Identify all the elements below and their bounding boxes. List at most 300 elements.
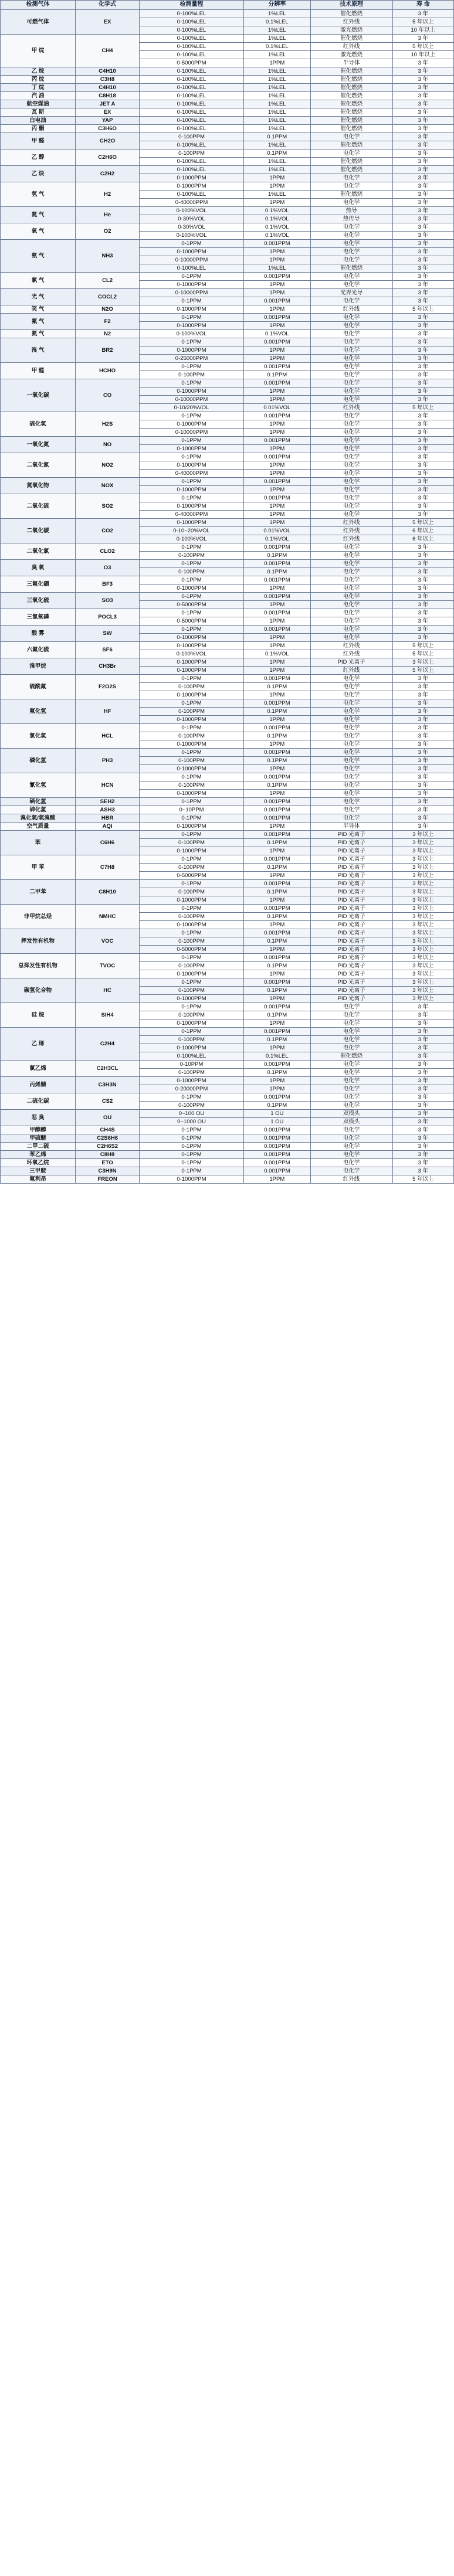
technology-cell: 催化燃烧 <box>310 76 392 84</box>
technology-cell: 电化学 <box>310 798 392 806</box>
life-cell: 3 年 <box>392 1126 453 1134</box>
technology-cell: PID 光离子 <box>310 921 392 929</box>
range-cell: 0-1PPM <box>140 609 244 617</box>
resolution-cell: 0.1PPM <box>243 1102 310 1110</box>
resolution-cell: 0.001PPM <box>243 978 310 987</box>
table-row <box>1 76 454 84</box>
range-cell: 0-1000PPM <box>140 716 244 724</box>
range-cell: 0-1000PPM <box>140 691 244 699</box>
technology-cell: PID 光离子 <box>310 896 392 905</box>
range-cell: 0-1PPM <box>140 929 244 937</box>
technology-cell: 电化学 <box>310 568 392 576</box>
technology-cell: PID 光离子 <box>310 855 392 864</box>
resolution-cell: 0.1PPM <box>243 757 310 765</box>
gas-formula-cell: H2S <box>76 412 140 437</box>
table-row <box>1 1143 454 1151</box>
resolution-cell: 0.001PPM <box>243 675 310 683</box>
range-cell: 0-1000PPM <box>140 420 244 429</box>
technology-cell: 电化学 <box>310 182 392 191</box>
resolution-cell: 0.1PPM <box>243 149 310 158</box>
table-row <box>1 1003 454 1011</box>
range-cell: 0-100%LEL <box>140 43 244 51</box>
technology-cell: 电化学 <box>310 273 392 281</box>
gas-name-cell: 氟 气 <box>1 314 76 330</box>
gas-formula-cell: CH2O <box>76 133 140 149</box>
gas-name-cell: 酸 雾 <box>1 626 76 642</box>
life-cell: 5 年以上 <box>392 18 453 26</box>
technology-cell: 电化学 <box>310 806 392 814</box>
gas-name-cell: 氮 气 <box>1 330 76 338</box>
resolution-cell: 0.1%LEL <box>243 18 310 26</box>
resolution-cell: 1%LEL <box>243 191 310 199</box>
life-cell: 3 年 <box>392 264 453 273</box>
life-cell: 3 年 <box>392 749 453 757</box>
life-cell: 3 年 <box>392 437 453 445</box>
resolution-cell: 1PPM <box>243 486 310 494</box>
gas-name-cell: 六氟化硫 <box>1 642 76 658</box>
technology-cell: 电化学 <box>310 749 392 757</box>
range-cell: 0-10/20%VOL <box>140 404 244 412</box>
technology-cell: 催化燃烧 <box>310 92 392 100</box>
technology-cell: PID 光离子 <box>310 946 392 954</box>
resolution-cell: 1PPM <box>243 584 310 593</box>
life-cell: 3 年 <box>392 141 453 149</box>
resolution-cell: 0.1PPM <box>243 732 310 740</box>
gas-formula-cell: C2S6H6 <box>76 1134 140 1143</box>
range-cell: 0-10000PPM <box>140 429 244 437</box>
technology-cell: 催化燃烧 <box>310 166 392 174</box>
life-cell: 3 年 <box>392 1028 453 1036</box>
range-cell: 0-1000PPM <box>140 921 244 929</box>
range-cell: 0-10000PPM <box>140 396 244 404</box>
range-cell: 0-1000PPM <box>140 658 244 667</box>
gas-formula-cell: C2H3CL <box>76 1061 140 1077</box>
gas-name-cell: 可燃气体 <box>1 10 76 35</box>
life-cell: 3 年 <box>392 543 453 552</box>
gas-formula-cell: TVOC <box>76 954 140 978</box>
gas-formula-cell: VOC <box>76 929 140 954</box>
gas-formula-cell: OU <box>76 1110 140 1126</box>
gas-name-cell: 白电油 <box>1 117 76 125</box>
life-cell: 3 年 <box>392 207 453 215</box>
life-cell: 3 年 <box>392 724 453 732</box>
range-cell: 0-100PPM <box>140 149 244 158</box>
life-cell: 3 年 <box>392 379 453 388</box>
table-row <box>1 560 454 568</box>
table-row <box>1 314 454 322</box>
table-row <box>1 798 454 806</box>
life-cell: 3 年 <box>392 757 453 765</box>
range-cell: 0-1000PPM <box>140 896 244 905</box>
resolution-cell: 0.1PPM <box>243 937 310 946</box>
table-row <box>1 240 454 248</box>
gas-name-cell: 光 气 <box>1 289 76 305</box>
life-cell: 3 年以上 <box>392 937 453 946</box>
range-cell: 0-1PPM <box>140 978 244 987</box>
range-cell: 0-1PPM <box>140 773 244 781</box>
life-cell: 3 年 <box>392 363 453 371</box>
technology-cell: 激光燃烧 <box>310 26 392 35</box>
life-cell: 3 年以上 <box>392 913 453 921</box>
range-cell: 0-1PPM <box>140 699 244 708</box>
resolution-cell: 1PPM <box>243 289 310 297</box>
life-cell: 3 年 <box>392 281 453 289</box>
technology-cell: PID 光离子 <box>310 864 392 872</box>
gas-name-cell: 甲醇醇 <box>1 1126 76 1134</box>
life-cell: 3 年 <box>392 223 453 232</box>
technology-cell: 电化学 <box>310 420 392 429</box>
life-cell: 3 年 <box>392 289 453 297</box>
life-cell: 3 年 <box>392 248 453 256</box>
table-row <box>1 724 454 732</box>
gas-name-cell: 硅 烷 <box>1 1003 76 1028</box>
life-cell: 3 年 <box>392 76 453 84</box>
range-cell: 0-100%LEL <box>140 51 244 59</box>
resolution-cell: 1PPM <box>243 420 310 429</box>
gas-name-cell: 甲硫醚 <box>1 1134 76 1143</box>
gas-name-cell: 溴 气 <box>1 338 76 363</box>
life-cell: 3 年 <box>392 1052 453 1061</box>
life-cell: 3 年 <box>392 84 453 92</box>
range-cell: 0-100PPM <box>140 708 244 716</box>
range-cell: 0~100 OU <box>140 1110 244 1118</box>
gas-formula-cell: C4H10 <box>76 84 140 92</box>
technology-cell: PID 光离子 <box>310 872 392 880</box>
resolution-cell: 1%LEL <box>243 84 310 92</box>
life-cell: 3 年 <box>392 1110 453 1118</box>
gas-formula-cell: BF3 <box>76 576 140 593</box>
gas-formula-cell: C8H10 <box>76 880 140 905</box>
life-cell: 3 年 <box>392 823 453 831</box>
range-cell: 0-1PPM <box>140 1134 244 1143</box>
life-cell: 3 年 <box>392 1134 453 1143</box>
life-cell: 3 年 <box>392 461 453 470</box>
col-header-range: 检测量程 <box>140 1 244 10</box>
range-cell: 0-1PPM <box>140 363 244 371</box>
resolution-cell: 1PPM <box>243 182 310 191</box>
range-cell: 0-1PPM <box>140 494 244 502</box>
table-row <box>1 92 454 100</box>
table-row <box>1 831 454 839</box>
resolution-cell: 0.1PPM <box>243 552 310 560</box>
gas-name-cell: 乙 烷 <box>1 67 76 76</box>
life-cell: 5 年以上 <box>392 519 453 527</box>
range-cell: 0-100%LEL <box>140 117 244 125</box>
technology-cell: 催化燃烧 <box>310 100 392 108</box>
technology-cell: PID 光离子 <box>310 995 392 1003</box>
gas-formula-cell: CO <box>76 379 140 412</box>
resolution-cell: 1PPM <box>243 1175 310 1184</box>
range-cell: 0-1PPM <box>140 1028 244 1036</box>
range-cell: 0-1000PPM <box>140 790 244 798</box>
life-cell: 5 年以上 <box>392 1175 453 1184</box>
technology-cell: 电化学 <box>310 174 392 182</box>
life-cell: 3 年 <box>392 568 453 576</box>
range-cell: 0-1PPM <box>140 831 244 839</box>
range-cell: 0-1PPM <box>140 1167 244 1175</box>
table-row <box>1 814 454 823</box>
gas-name-cell: 甲 烷 <box>1 35 76 67</box>
table-row <box>1 10 454 18</box>
table-row <box>1 642 454 650</box>
resolution-cell: 0.001PPM <box>243 576 310 584</box>
range-cell: 0-5000PPM <box>140 946 244 954</box>
technology-cell: 电化学 <box>310 617 392 626</box>
range-cell: 0-1000PPM <box>140 461 244 470</box>
resolution-cell: 0.001PPM <box>243 494 310 502</box>
life-cell: 3 年 <box>392 1077 453 1085</box>
gas-formula-cell: ASH3 <box>76 806 140 814</box>
gas-name-cell: 苯乙烯 <box>1 1151 76 1159</box>
range-cell: 0-100%LEL <box>140 264 244 273</box>
gas-formula-cell: N2O <box>76 305 140 314</box>
gas-name-cell: 丙烯腈 <box>1 1077 76 1093</box>
table-row <box>1 699 454 708</box>
technology-cell: PID 光离子 <box>310 929 392 937</box>
range-cell: 0-5000PPM <box>140 59 244 67</box>
technology-cell: 电化学 <box>310 133 392 141</box>
gas-formula-cell: CL2 <box>76 273 140 289</box>
technology-cell: 催化燃烧 <box>310 108 392 117</box>
gas-name-cell: 二甲苯 <box>1 880 76 905</box>
resolution-cell: 1%LEL <box>243 76 310 84</box>
life-cell: 3 年 <box>392 1151 453 1159</box>
resolution-cell: 1PPM <box>243 667 310 675</box>
technology-cell: 电化学 <box>310 543 392 552</box>
life-cell: 3 年 <box>392 256 453 264</box>
gas-name-cell: 恶 臭 <box>1 1110 76 1126</box>
gas-formula-cell: FREON <box>76 1175 140 1184</box>
technology-cell: 电化学 <box>310 445 392 453</box>
technology-cell: 电化学 <box>310 1077 392 1085</box>
range-cell: 0-1000PPM <box>140 502 244 511</box>
table-row <box>1 749 454 757</box>
resolution-cell: 1PPM <box>243 970 310 978</box>
technology-cell: 催化燃烧 <box>310 264 392 273</box>
resolution-cell: 0.1PPM <box>243 1036 310 1044</box>
technology-cell: 热导 <box>310 207 392 215</box>
range-cell: 0~1000 OU <box>140 1118 244 1126</box>
life-cell: 3 年 <box>392 297 453 305</box>
life-cell: 3 年以上 <box>392 839 453 847</box>
resolution-cell: 1PPM <box>243 765 310 773</box>
gas-formula-cell: SEH2 <box>76 798 140 806</box>
technology-cell: 红外线 <box>310 1175 392 1184</box>
range-cell: 0-30%VOL <box>140 223 244 232</box>
resolution-cell: 1PPM <box>243 658 310 667</box>
resolution-cell: 1%LEL <box>243 158 310 166</box>
life-cell: 5 年以上 <box>392 305 453 314</box>
table-row <box>1 149 454 158</box>
range-cell: 0-1PPM <box>140 1159 244 1167</box>
table-row <box>1 1134 454 1143</box>
gas-formula-cell: F2O2S <box>76 675 140 699</box>
gas-formula-cell: HCL <box>76 724 140 749</box>
gas-name-cell: 甲 醛 <box>1 363 76 379</box>
gas-formula-cell: C3H6O <box>76 125 140 133</box>
range-cell: 0-1000PPM <box>140 642 244 650</box>
life-cell: 3 年以上 <box>392 831 453 839</box>
gas-name-cell: 硒化氢 <box>1 798 76 806</box>
table-row <box>1 379 454 388</box>
range-cell: 0-100PPM <box>140 732 244 740</box>
life-cell: 3 年 <box>392 699 453 708</box>
range-cell: 0-1PPM <box>140 798 244 806</box>
life-cell: 3 年以上 <box>392 905 453 913</box>
technology-cell: 电化学 <box>310 675 392 683</box>
resolution-cell: 0.001PPM <box>243 437 310 445</box>
resolution-cell: 1%LEL <box>243 264 310 273</box>
technology-cell: 催化燃烧 <box>310 158 392 166</box>
range-cell: 0~10PPM <box>140 806 244 814</box>
life-cell: 3 年以上 <box>392 929 453 937</box>
life-cell: 3 年 <box>392 740 453 749</box>
gas-name-cell: 丙 酮 <box>1 125 76 133</box>
technology-cell: 电化学 <box>310 683 392 691</box>
table-row <box>1 823 454 831</box>
range-cell: 0-10000PPM <box>140 256 244 264</box>
gas-formula-cell: CH4S <box>76 1126 140 1134</box>
technology-cell: 电化学 <box>310 584 392 593</box>
technology-cell: 电化学 <box>310 593 392 601</box>
life-cell: 3 年 <box>392 781 453 790</box>
life-cell: 3 年 <box>392 798 453 806</box>
life-cell: 5 年以上 <box>392 43 453 51</box>
range-cell: 0-100PPM <box>140 888 244 896</box>
technology-cell: 电化学 <box>310 781 392 790</box>
range-cell: 0-1000PPM <box>140 248 244 256</box>
life-cell: 3 年 <box>392 199 453 207</box>
resolution-cell: 1PPM <box>243 511 310 519</box>
resolution-cell: 0.001PPM <box>243 1143 310 1151</box>
resolution-cell: 1%LEL <box>243 92 310 100</box>
table-row <box>1 117 454 125</box>
technology-cell: 电化学 <box>310 576 392 584</box>
resolution-cell: 0.001PPM <box>243 1028 310 1036</box>
resolution-cell: 0.001PPM <box>243 1134 310 1143</box>
table-row <box>1 363 454 371</box>
gas-formula-cell: C4H10 <box>76 67 140 76</box>
resolution-cell: 1%LEL <box>243 117 310 125</box>
range-cell: 0-40000PPM <box>140 470 244 478</box>
range-cell: 0-5000PPM <box>140 601 244 609</box>
gas-formula-cell: EX <box>76 10 140 35</box>
technology-cell: PID 光离子 <box>310 913 392 921</box>
life-cell: 3 年以上 <box>392 921 453 929</box>
table-row <box>1 658 454 667</box>
life-cell: 3 年 <box>392 806 453 814</box>
gas-name-cell: 二氧化碳 <box>1 519 76 543</box>
life-cell: 10 年以上 <box>392 51 453 59</box>
resolution-cell: 0.1%VOL <box>243 650 310 658</box>
resolution-cell: 0.001PPM <box>243 314 310 322</box>
range-cell: 0-100%LEL <box>140 26 244 35</box>
resolution-cell: 1PPM <box>243 601 310 609</box>
table-row <box>1 453 454 461</box>
resolution-cell: 1%LEL <box>243 141 310 149</box>
col-header-life: 寿 命 <box>392 1 453 10</box>
range-cell: 0-1000PPM <box>140 174 244 182</box>
gas-formula-cell: C2H4 <box>76 1028 140 1061</box>
resolution-cell: 1 OU <box>243 1110 310 1118</box>
technology-cell: 光界光导 <box>310 289 392 297</box>
range-cell: 0-1PPM <box>140 576 244 584</box>
range-cell: 0-1000PPM <box>140 305 244 314</box>
technology-cell: 电化学 <box>310 1044 392 1052</box>
resolution-cell: 0.001PPM <box>243 1151 310 1159</box>
gas-formula-cell: O2 <box>76 223 140 240</box>
gas-formula-cell: AQI <box>76 823 140 831</box>
life-cell: 3 年 <box>392 1102 453 1110</box>
resolution-cell: 1%LEL <box>243 67 310 76</box>
table-row <box>1 100 454 108</box>
table-row <box>1 543 454 552</box>
resolution-cell: 1%LEL <box>243 166 310 174</box>
col-header-technology: 技术原理 <box>310 1 392 10</box>
table-row <box>1 289 454 297</box>
range-cell: 0-1PPM <box>140 724 244 732</box>
resolution-cell: 0.001PPM <box>243 798 310 806</box>
life-cell: 3 年 <box>392 576 453 584</box>
life-cell: 3 年以上 <box>392 978 453 987</box>
resolution-cell: 1PPM <box>243 1077 310 1085</box>
technology-cell: 催化燃烧 <box>310 125 392 133</box>
resolution-cell: 0.001PPM <box>243 338 310 346</box>
resolution-cell: 1PPM <box>243 502 310 511</box>
technology-cell: 电化学 <box>310 297 392 305</box>
table-row <box>1 1061 454 1069</box>
life-cell: 3 年 <box>392 338 453 346</box>
gas-formula-cell: EX <box>76 108 140 117</box>
technology-cell: PID 光离子 <box>310 937 392 946</box>
table-row <box>1 494 454 502</box>
resolution-cell: 0.001PPM <box>243 593 310 601</box>
table-row <box>1 978 454 987</box>
range-cell: 0-1PPM <box>140 1126 244 1134</box>
life-cell: 3 年 <box>392 691 453 699</box>
resolution-cell: 0.001PPM <box>243 773 310 781</box>
gas-formula-cell: ETO <box>76 1159 140 1167</box>
life-cell: 3 年 <box>392 1036 453 1044</box>
life-cell: 3 年 <box>392 215 453 223</box>
life-cell: 3 年 <box>392 59 453 67</box>
resolution-cell: 0.1%VOL <box>243 223 310 232</box>
gas-name-cell: 氨 气 <box>1 240 76 273</box>
gas-name-cell: 苯 <box>1 831 76 855</box>
resolution-cell: 1PPM <box>243 346 310 355</box>
technology-cell: 双模头 <box>310 1110 392 1118</box>
resolution-cell: 1PPM <box>243 322 310 330</box>
range-cell: 0-100%LEL <box>140 92 244 100</box>
gas-name-cell: 非甲烷总烃 <box>1 905 76 929</box>
range-cell: 0-100PPM <box>140 757 244 765</box>
technology-cell: 电化学 <box>310 1159 392 1167</box>
gas-name-cell: 丙 烷 <box>1 76 76 84</box>
technology-cell: 电化学 <box>310 1069 392 1077</box>
range-cell: 0-100PPM <box>140 552 244 560</box>
range-cell: 0-100PPM <box>140 1036 244 1044</box>
technology-cell: PID 光离子 <box>310 831 392 839</box>
range-cell: 0-1000PPM <box>140 847 244 855</box>
life-cell: 3 年 <box>392 1044 453 1052</box>
technology-cell: PID 光离子 <box>310 839 392 847</box>
gas-name-cell: 航空煤油 <box>1 100 76 108</box>
technology-cell: PID 光离子 <box>310 880 392 888</box>
range-cell: 0-1000PPM <box>140 346 244 355</box>
gas-formula-cell: H2 <box>76 182 140 207</box>
life-cell: 3 年 <box>392 716 453 724</box>
gas-name-cell: 碳氢化合物 <box>1 978 76 1003</box>
